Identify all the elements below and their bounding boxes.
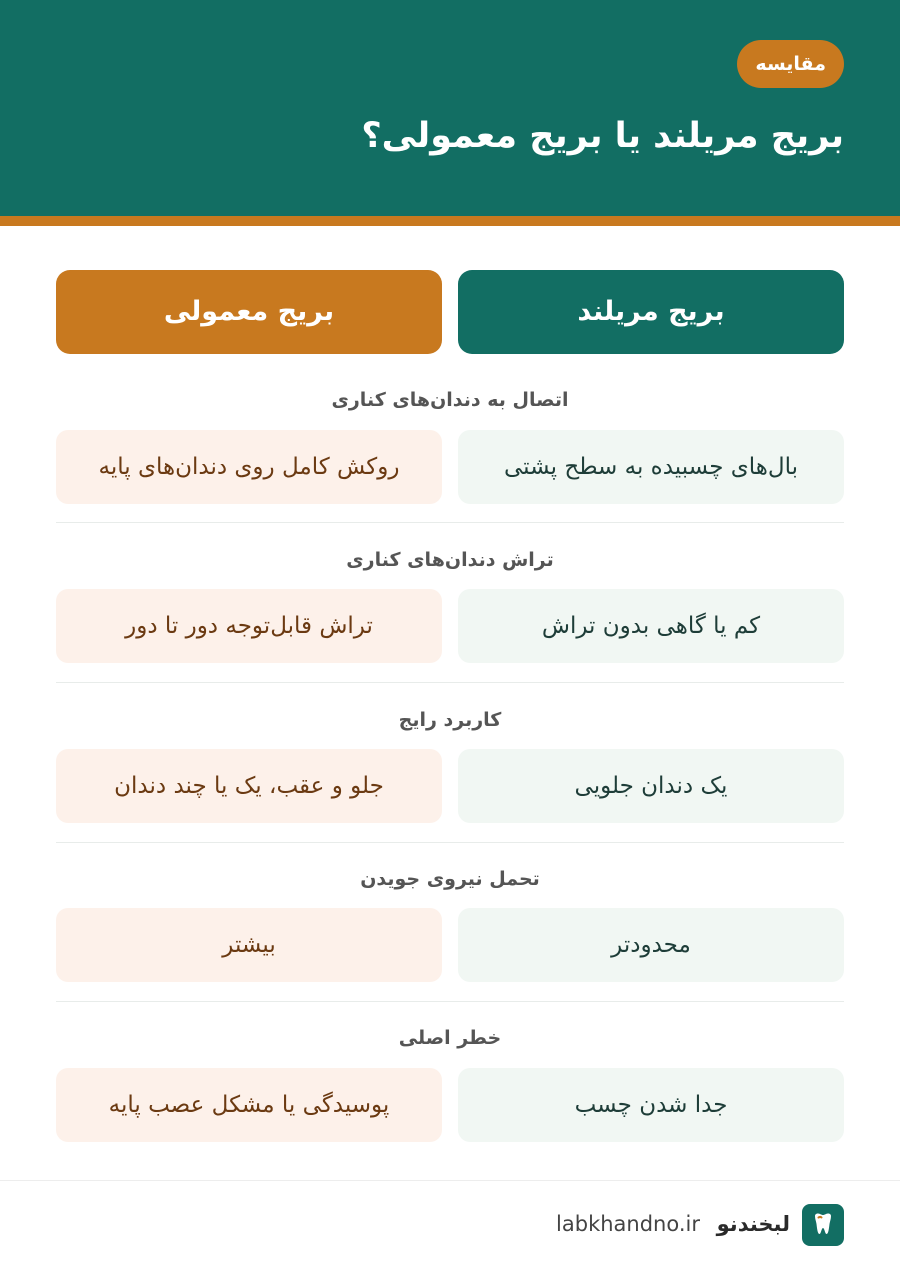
regular-cell: بیشتر xyxy=(56,908,442,982)
regular-cell: پوسیدگی یا مشکل عصب پایه xyxy=(56,1068,442,1142)
website-url[interactable]: labkhandno.ir xyxy=(556,1212,700,1236)
maryland-cell: یک دندان جلویی xyxy=(458,749,844,823)
row-label: خطر اصلی xyxy=(398,1027,502,1049)
row-divider xyxy=(56,522,844,523)
footer-divider xyxy=(0,1180,900,1181)
maryland-cell: جدا شدن چسب xyxy=(458,1068,844,1142)
row-divider xyxy=(56,842,844,843)
maryland-cell: محدودتر xyxy=(458,908,844,982)
column-header-regular: بریج معمولی xyxy=(56,270,442,354)
row-label: تحمل نیروی جویدن xyxy=(360,868,540,890)
row-label: تراش دندان‌های کناری xyxy=(346,549,554,571)
row-divider xyxy=(56,1001,844,1002)
maryland-cell: بال‌های چسبیده به سطح پشتی xyxy=(458,430,844,504)
regular-cell: جلو و عقب، یک یا چند دندان xyxy=(56,749,442,823)
row-divider xyxy=(56,682,844,683)
maryland-cell: کم یا گاهی بدون تراش xyxy=(458,589,844,663)
brand-name: لبخندنو xyxy=(716,1212,790,1236)
tooth-icon xyxy=(802,1204,844,1246)
header-accent-stripe xyxy=(0,216,900,226)
row-label: اتصال به دندان‌های کناری xyxy=(331,389,569,411)
regular-cell: تراش قابل‌توجه دور تا دور xyxy=(56,589,442,663)
page-title: بریج مریلند یا بریج معمولی؟ xyxy=(361,116,844,156)
category-badge: مقایسه xyxy=(737,40,844,88)
row-label: کاربرد رایج xyxy=(398,709,502,731)
column-header-maryland: بریج مریلند xyxy=(458,270,844,354)
regular-cell: روکش کامل روی دندان‌های پایه xyxy=(56,430,442,504)
